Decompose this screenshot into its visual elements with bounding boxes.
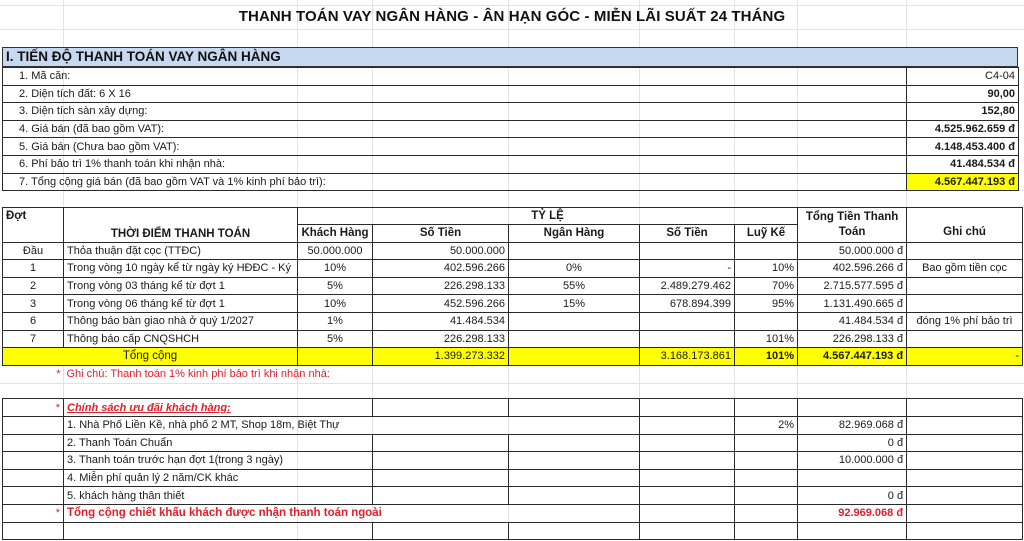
policy-item-row <box>3 469 1023 487</box>
cell-so-tien-nh[interactable]: 2.489.279.462 <box>640 277 735 295</box>
note-row <box>3 365 1023 383</box>
sheet-title: THANH TOÁN VAY NGÂN HÀNG - ÂN HẠN GÓC - MIỄN LÃI SUẤT 24 THÁNG <box>238 8 786 25</box>
policy-cell[interactable] <box>64 522 373 540</box>
policy-cell[interactable] <box>509 452 640 470</box>
cell-dot[interactable]: 2 <box>3 277 64 295</box>
cell-thoi-diem[interactable]: Thỏa thuận đặt cọc (TTĐC) <box>64 242 298 260</box>
policy-item-label[interactable]: 2. Thanh Toán Chuẩn <box>64 434 373 452</box>
policy-cell[interactable] <box>907 434 1023 452</box>
header-tong-tien[interactable]: Tổng Tiền Thanh Toán <box>798 208 907 243</box>
table-row <box>3 295 1023 313</box>
policy-item-label[interactable]: 1. Nhà Phố Liền Kề, nhà phố 2 MT, Shop 18m, Biệt Thự <box>64 416 640 434</box>
cell-dot[interactable]: 7 <box>3 330 64 348</box>
policy-total-star: * <box>3 504 64 522</box>
info-row <box>3 120 1019 138</box>
total-row <box>3 348 1023 366</box>
info-row <box>3 155 1019 173</box>
policy-cell[interactable] <box>373 434 509 452</box>
total-ghi-chu[interactable]: - <box>907 348 1023 366</box>
info-label[interactable]: 6. Phí bảo trì 1% thanh toán khi nhận nhà: <box>3 155 907 173</box>
policy-cell[interactable] <box>3 452 64 470</box>
table-row <box>3 312 1023 330</box>
policy-item-amount[interactable] <box>798 469 907 487</box>
cell-so-tien-kh[interactable]: 41.484.534 <box>373 312 509 330</box>
policy-item-amount[interactable]: 10.000.000 đ <box>798 452 907 470</box>
policy-cell[interactable] <box>509 487 640 505</box>
cell-ghi-chu[interactable] <box>907 242 1023 260</box>
cell-ngan-hang[interactable]: 0% <box>509 260 640 278</box>
policy-title[interactable] <box>64 399 373 417</box>
cell-ngan-hang[interactable] <box>509 330 640 348</box>
info-value[interactable]: C4-04 <box>907 68 1019 86</box>
payment-schedule-table <box>2 207 1023 540</box>
cell-so-tien-kh[interactable]: 226.298.133 <box>373 277 509 295</box>
info-label[interactable]: 1. Mã căn: <box>3 68 907 86</box>
policy-item-row <box>3 434 1023 452</box>
cell-khach-hang[interactable]: 1% <box>298 312 373 330</box>
policy-cell[interactable] <box>373 469 509 487</box>
header-dot[interactable]: Đợt <box>3 208 64 243</box>
cell-so-tien-kh[interactable]: 452.596.266 <box>373 295 509 313</box>
info-label[interactable]: 2. Diện tích đất: 6 X 16 <box>3 85 907 103</box>
policy-cell[interactable] <box>3 416 64 434</box>
cell-luy-ke[interactable]: 10% <box>735 260 798 278</box>
cell-so-tien-kh[interactable]: 50.000.000 <box>373 242 509 260</box>
policy-cell[interactable] <box>798 399 907 417</box>
info-value[interactable]: 4.525.962.659 đ <box>907 120 1019 138</box>
policy-cell[interactable] <box>3 487 64 505</box>
cell-luy-ke[interactable]: 95% <box>735 295 798 313</box>
policy-item-percent[interactable] <box>735 452 798 470</box>
cell-thoi-diem[interactable]: Thông báo bàn giao nhà ở quý 1/2027 <box>64 312 298 330</box>
cell-luy-ke[interactable]: 70% <box>735 277 798 295</box>
info-row <box>3 68 1019 86</box>
cell-khach-hang[interactable]: 5% <box>298 277 373 295</box>
header-row-1 <box>3 208 1023 225</box>
cell-luy-ke[interactable]: 101% <box>735 330 798 348</box>
policy-total-amount[interactable]: 92.969.068 đ <box>798 504 907 522</box>
policy-item-row <box>3 487 1023 505</box>
policy-cell[interactable] <box>509 434 640 452</box>
policy-cell[interactable] <box>509 399 640 417</box>
cell-so-tien-kh[interactable]: 226.298.133 <box>373 330 509 348</box>
info-value[interactable]: 152,80 <box>907 103 1019 121</box>
cell-dot[interactable]: 1 <box>3 260 64 278</box>
cell-dot[interactable]: 3 <box>3 295 64 313</box>
policy-cell[interactable] <box>798 522 907 540</box>
policy-cell[interactable] <box>3 434 64 452</box>
info-label[interactable]: 5. Giá bán (Chưa bao gồm VAT): <box>3 138 907 156</box>
cell-khach-hang[interactable]: 10% <box>298 260 373 278</box>
header-thoi-diem[interactable]: THỜI ĐIỂM THANH TOÁN <box>64 208 298 243</box>
cell-ghi-chu[interactable]: Bao gồm tiền cọc <box>907 260 1023 278</box>
policy-cell[interactable] <box>735 504 798 522</box>
info-row <box>3 173 1019 191</box>
policy-item-amount[interactable]: 82.969.068 đ <box>798 416 907 434</box>
property-info-table <box>2 67 1019 191</box>
cell-dot[interactable]: 6 <box>3 312 64 330</box>
header-ngan-hang[interactable]: Ngân Hàng <box>509 225 640 243</box>
info-label[interactable]: 7. Tổng cộng giá bán (đã bao gồm VAT và 1% kinh phí bảo trì): <box>3 173 907 191</box>
table-row <box>3 242 1023 260</box>
cell-thoi-diem[interactable]: Trong vòng 06 tháng kể từ đợt 1 <box>64 295 298 313</box>
cell-so-tien-kh[interactable]: 402.596.266 <box>373 260 509 278</box>
table-row <box>3 277 1023 295</box>
header-luy-ke[interactable]: Luỹ Kế <box>735 225 798 243</box>
policy-cell[interactable] <box>907 416 1023 434</box>
table-row <box>3 260 1023 278</box>
policy-cell[interactable] <box>907 487 1023 505</box>
info-value[interactable]: 90,00 <box>907 85 1019 103</box>
total-khach-hang[interactable] <box>298 348 373 366</box>
cell-khach-hang[interactable]: 50.000.000 <box>298 242 373 260</box>
cell-ghi-chu[interactable] <box>907 330 1023 348</box>
cell-ngan-hang[interactable]: 15% <box>509 295 640 313</box>
info-value[interactable]: 41.484.534 đ <box>907 155 1019 173</box>
policy-item-label[interactable]: 3. Thanh toán trước hạn đợt 1(trong 3 ngày) <box>64 452 373 470</box>
total-label[interactable]: Tổng cộng <box>3 348 298 366</box>
policy-cell[interactable] <box>907 399 1023 417</box>
cell-tong-tien[interactable]: 2.715.577.595 đ <box>798 277 907 295</box>
section-header: I. TIẾN ĐỘ THANH TOÁN VAY NGÂN HÀNG <box>2 47 1018 67</box>
policy-total-label[interactable]: Tổng cộng chiết khấu khách được nhận thanh toán ngoài <box>64 504 640 522</box>
header-ghi-chu[interactable]: Ghi chú <box>907 208 1023 243</box>
policy-blank-row <box>3 522 1023 540</box>
policy-cell[interactable] <box>640 452 735 470</box>
cell-tong-tien[interactable]: 41.484.534 đ <box>798 312 907 330</box>
info-value-total[interactable]: 4.567.447.193 đ <box>907 173 1019 191</box>
cell-luy-ke[interactable] <box>735 312 798 330</box>
header-so-tien-nh[interactable]: Số Tiền <box>640 225 735 243</box>
cell-so-tien-nh[interactable] <box>640 242 735 260</box>
cell-so-tien-nh[interactable]: - <box>640 260 735 278</box>
table-row <box>3 330 1023 348</box>
policy-cell[interactable] <box>640 487 735 505</box>
info-row <box>3 103 1019 121</box>
policy-item-percent[interactable] <box>735 487 798 505</box>
policy-cell[interactable] <box>735 522 798 540</box>
cell-thoi-diem[interactable]: Trong vòng 03 tháng kể từ đợt 1 <box>64 277 298 295</box>
cell-ngan-hang[interactable]: 55% <box>509 277 640 295</box>
policy-cell[interactable] <box>3 469 64 487</box>
policy-cell[interactable] <box>3 522 64 540</box>
cell-khach-hang[interactable]: 5% <box>298 330 373 348</box>
cell-ghi-chu[interactable]: đóng 1% phí bảo trì <box>907 312 1023 330</box>
policy-cell[interactable] <box>373 399 509 417</box>
info-value[interactable]: 4.148.453.400 đ <box>907 138 1019 156</box>
policy-cell[interactable] <box>509 469 640 487</box>
cell-thoi-diem[interactable]: Thông báo cấp CNQSHCH <box>64 330 298 348</box>
policy-cell[interactable] <box>735 399 798 417</box>
cell-thoi-diem[interactable]: Trong vòng 10 ngày kể từ ngày ký HĐĐC - Ký <box>64 260 298 278</box>
policy-cell[interactable] <box>907 504 1023 522</box>
blank-cell[interactable] <box>3 383 1023 399</box>
policy-cell[interactable] <box>640 399 735 417</box>
policy-cell[interactable] <box>509 522 640 540</box>
policy-item-label[interactable]: 5. khách hàng thân thiết <box>64 487 373 505</box>
policy-cell[interactable] <box>640 469 735 487</box>
policy-title-row <box>3 399 1023 417</box>
policy-item-percent[interactable] <box>735 434 798 452</box>
note-text[interactable]: Ghi chú: Thanh toán 1% kinh phí bảo trì khi nhận nhà: <box>66 368 330 381</box>
cell-ngan-hang[interactable] <box>509 242 640 260</box>
total-luy-ke[interactable]: 101% <box>735 348 798 366</box>
total-so-tien-kh[interactable]: 1.399.273.332 <box>373 348 509 366</box>
policy-total-row <box>3 504 1023 522</box>
cell-ngan-hang[interactable] <box>509 312 640 330</box>
policy-cell[interactable] <box>640 416 735 434</box>
info-label[interactable]: 4. Giá bán (đã bao gồm VAT): <box>3 120 907 138</box>
policy-item-label[interactable]: 4. Miễn phí quản lý 2 năm/CK khác <box>64 469 373 487</box>
policy-cell[interactable] <box>907 469 1023 487</box>
policy-item-percent[interactable]: 2% <box>735 416 798 434</box>
cell-tong-tien[interactable]: 50.000.000 đ <box>798 242 907 260</box>
cell-ghi-chu[interactable] <box>907 295 1023 313</box>
cell-tong-tien[interactable]: 226.298.133 đ <box>798 330 907 348</box>
policy-cell[interactable] <box>907 522 1023 540</box>
policy-cell[interactable] <box>640 504 735 522</box>
cell-tong-tien[interactable]: 1.131.490.665 đ <box>798 295 907 313</box>
policy-item-row <box>3 416 1023 434</box>
total-ngan-hang[interactable] <box>509 348 640 366</box>
info-label[interactable]: 3. Diện tích sàn xây dựng: <box>3 103 907 121</box>
cell-ghi-chu[interactable] <box>907 277 1023 295</box>
cell-so-tien-nh[interactable] <box>640 330 735 348</box>
policy-cell[interactable] <box>373 487 509 505</box>
info-row <box>3 138 1019 156</box>
policy-item-amount[interactable]: 0 đ <box>798 434 907 452</box>
policy-item-amount[interactable]: 0 đ <box>798 487 907 505</box>
policy-cell[interactable] <box>907 452 1023 470</box>
cell-luy-ke[interactable] <box>735 242 798 260</box>
header-khach-hang[interactable]: Khách Hàng <box>298 225 373 243</box>
cell-so-tien-nh[interactable] <box>640 312 735 330</box>
cell-khach-hang[interactable]: 10% <box>298 295 373 313</box>
policy-title-text: Chính sách ưu đãi khách hàng: <box>67 401 231 414</box>
policy-star: * <box>3 399 64 417</box>
info-row <box>3 85 1019 103</box>
policy-cell[interactable] <box>640 522 735 540</box>
total-so-tien-nh[interactable]: 3.168.173.861 <box>640 348 735 366</box>
cell-dot[interactable]: Đầu <box>3 242 64 260</box>
policy-cell[interactable] <box>373 452 509 470</box>
cell-so-tien-nh[interactable]: 678.894.399 <box>640 295 735 313</box>
policy-cell[interactable] <box>373 522 509 540</box>
total-tong-tien[interactable]: 4.567.447.193 đ <box>798 348 907 366</box>
policy-item-row <box>3 452 1023 470</box>
policy-cell[interactable] <box>640 434 735 452</box>
blank-row <box>3 383 1023 399</box>
cell-tong-tien[interactable]: 402.596.266 đ <box>798 260 907 278</box>
header-ty-le[interactable]: TỶ LỆ <box>298 208 798 225</box>
note-star: * <box>56 368 61 381</box>
header-so-tien-kh[interactable]: Số Tiền <box>373 225 509 243</box>
policy-item-percent[interactable] <box>735 469 798 487</box>
